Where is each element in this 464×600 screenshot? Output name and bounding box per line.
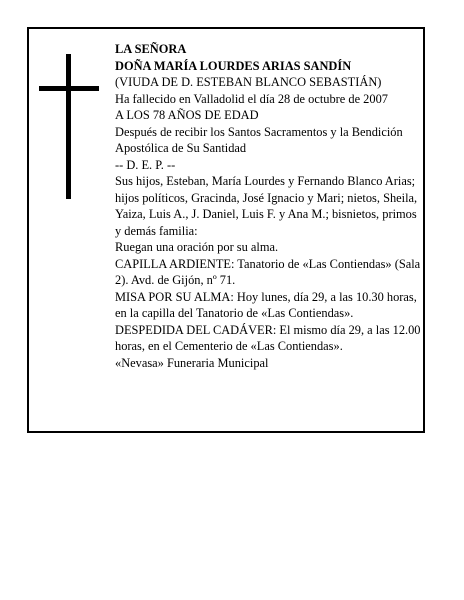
prayer-line: Ruegan una oración por su alma.: [115, 240, 279, 254]
rip-line: -- D. E. P. --: [115, 157, 176, 172]
death-line: Ha fallecido en Valladolid el día 28 de octubre de 2007: [115, 91, 388, 106]
family-paragraph: Sus hijos, Esteban, María Lourdes y Fernando Blanco Arias; hijos políticos, Gracinda, José Ignacio y Mari; nietos, Sheila, Yaiza, Luis A., J. Daniel, Luis F. y Ana M.; bisnietos, primos y demás familia:: [115, 174, 418, 238]
obituary-notice: [27, 27, 425, 433]
farewell-paragraph: DESPEDIDA DEL CADÁVER: El mismo día 29, a las 12.00 horas, en el Cementerio de «Las Contiendas».: [115, 322, 421, 353]
notice-heading: LA SEÑORA: [115, 42, 187, 56]
sacraments-line: Después de recibir los Santos Sacramentos y la Bendición Apostólica de Su Santidad: [115, 124, 403, 155]
funeral-home: «Nevasa» Funeraria Municipal: [115, 355, 269, 370]
obituary-text: [115, 41, 421, 371]
mass-paragraph: MISA POR SU ALMA: Hoy lunes, día 29, a las 10.30 horas, en la capilla del Tanatorio de «Las Contiendas».: [115, 289, 417, 320]
age-line: A LOS 78 AÑOS DE EDAD: [115, 108, 259, 122]
widow-of-line: (VIUDA DE D. ESTEBAN BLANCO SEBASTIÁN): [115, 75, 382, 89]
deceased-name: DOÑA MARÍA LOURDES ARIAS SANDÍN: [115, 58, 352, 73]
chapel-paragraph: CAPILLA ARDIENTE: Tanatorio de «Las Contiendas» (Sala 2). Avd. de Gijón, nº 71.: [115, 256, 421, 287]
cross-icon: [39, 54, 99, 199]
